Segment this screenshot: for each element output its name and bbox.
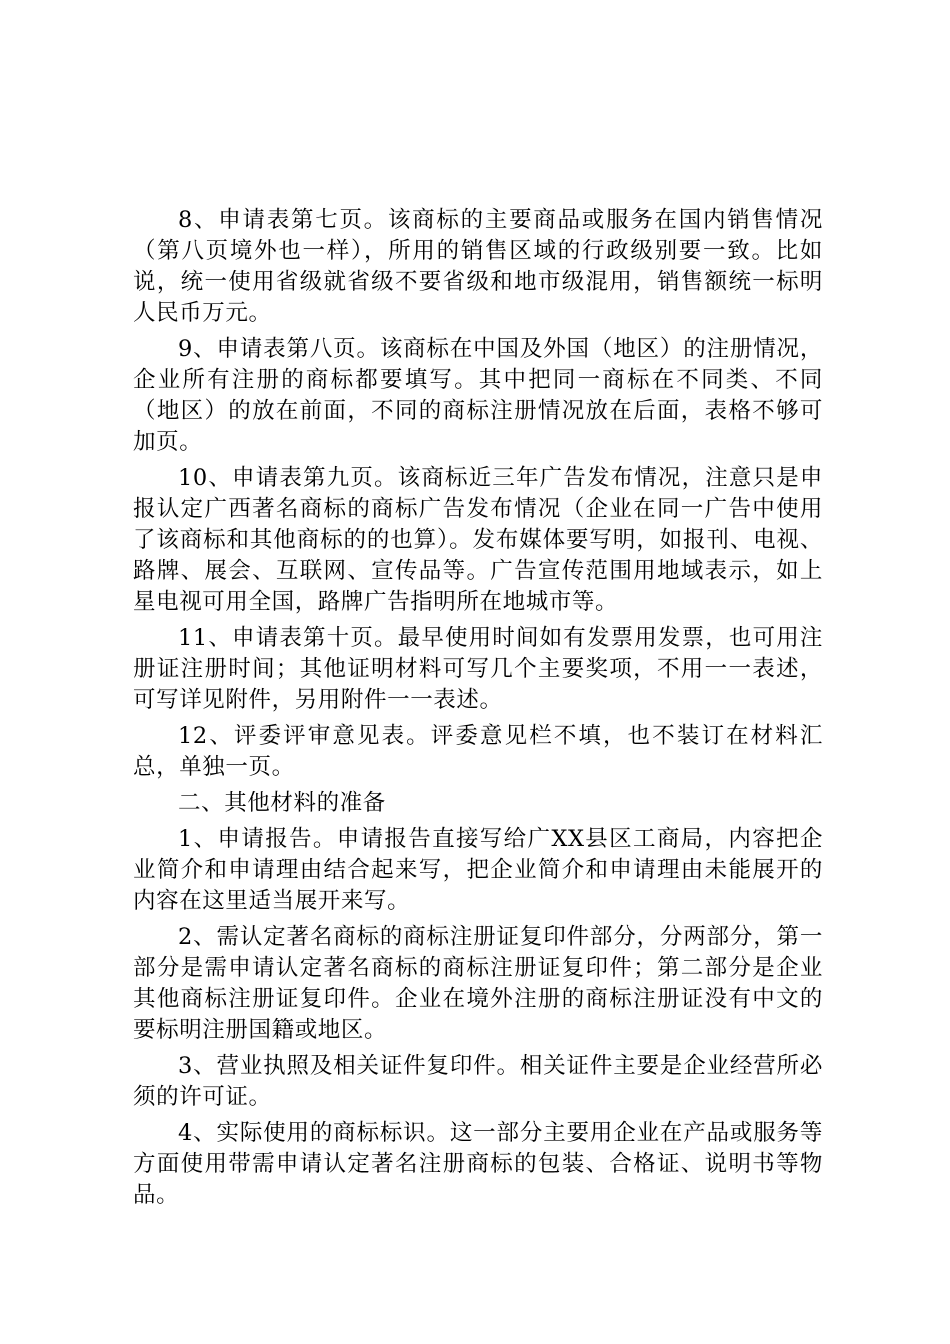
section-heading: 二、其他材料的准备: [178, 790, 386, 816]
paragraph-item-9: 9、申请表第八页。该商标在中国及外国（地区）的注册情况，企业所有注册的商标都要填写。其中把同一商标在不同类、不同（地区）的放在前面，不同的商标注册情况放在后面，表格不够可加页。: [133, 336, 823, 455]
document-page: [133, 205, 823, 1216]
paragraph-item-2: 2、需认定著名商标的商标注册证复印件部分，分两部分，第一部分是需申请认定著名商标的商标注册证复印件；第二部分是企业其他商标注册证复印件。企业在境外注册的商标注册证没有中文的要标明注册国籍或地区。: [133, 924, 823, 1043]
paragraph-item-4: 4、实际使用的商标标识。这一部分主要用企业在产品或服务等方面使用带需申请认定著名注册商标的包装、合格证、说明书等物品。: [133, 1120, 823, 1208]
paragraph-item-3: 3、营业执照及相关证件复印件。相关证件主要是企业经营所必须的许可证。: [133, 1053, 823, 1110]
paragraph-item-8: 8、申请表第七页。该商标的主要商品或服务在国内销售情况（第八页境外也一样），所用的销售区域的行政级别要一致。比如说，统一使用省级就省级不要省级和地市级混用，销售额统一标明人民币万元。: [133, 207, 823, 326]
paragraph-item-11: 11、申请表第十页。最早使用时间如有发票用发票，也可用注册证注册时间；其他证明材料可写几个主要奖项，不用一一表述，可写详见附件，另用附件一一表述。: [133, 625, 823, 713]
paragraph-item-10: 10、申请表第九页。该商标近三年广告发布情况，注意只是申报认定广西著名商标的商标广告发布情况（企业在同一广告中使用了该商标和其他商标的的也算）。发布媒体要写明，如报刊、电视、路牌、展会、互联网、宣传品等。广告宣传范围用地域表示，如上星电视可用全国，路牌广告指明所在地城市等。: [133, 465, 823, 615]
paragraph-item-12: 12、评委评审意见表。评委意见栏不填，也不装订在材料汇总，单独一页。: [133, 723, 823, 780]
paragraph-item-1: 1、申请报告。申请报告直接写给广XX县区工商局，内容把企业简介和申请理由结合起来写，把企业简介和申请理由未能展开的内容在这里适当展开来写。: [133, 826, 823, 914]
